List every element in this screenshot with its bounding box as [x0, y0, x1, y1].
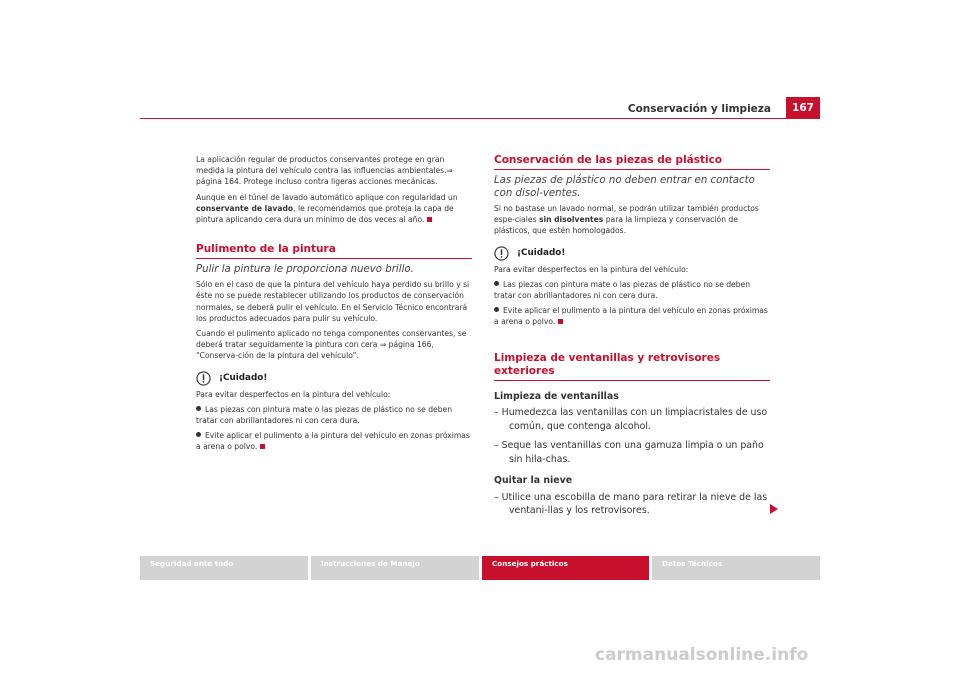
- bullet-icon: [494, 307, 499, 312]
- paragraph: La aplicación regular de productos conservantes protege en gran medida la pintura del vehículo contra las influencias ambientales.⇒ página 164. Protege incluso contra ligeras acciones mecánicas.: [196, 155, 453, 187]
- section-title-windows: Limpieza de ventanillas y retrovisores exteriores: [494, 352, 770, 381]
- windows-instructions: [494, 390, 770, 518]
- bullet-icon: [196, 406, 201, 411]
- list-item: Evite aplicar el pulimento a la pintura del vehículo en zonas próximas a arena o polvo.: [494, 306, 768, 327]
- sub-heading: Quitar la nieve: [494, 475, 573, 487]
- nav-tab-safety[interactable]: Seguridad ante todo: [140, 556, 308, 580]
- list-item: Las piezas con pintura mate o las piezas de plástico no se deben tratar con abrillantadores ni con cera dura.: [494, 279, 751, 301]
- section-title-plastic: Conservación de las piezas de plástico: [494, 154, 770, 170]
- warning-icon: [494, 246, 509, 261]
- page-header-title: Conservación y limpieza: [627, 103, 771, 115]
- nav-tab-tips[interactable]: Consejos prácticos: [482, 556, 649, 580]
- end-of-section-icon: [558, 319, 563, 324]
- sub-heading: Limpieza de ventanillas: [494, 390, 619, 402]
- list-item: Evite aplicar el pulimento a la pintura del vehículo en zonas próximas a arena o polvo.: [196, 431, 470, 452]
- right-column: [494, 154, 770, 524]
- paragraph: Si no bastase un lavado normal, se podrán utilizar también productos espe-ciales sin disolventes para la limpieza y conservación de plásticos, que estén homologados.: [494, 204, 759, 236]
- caution-heading: ¡Cuidado!: [494, 246, 770, 261]
- bullet-icon: [494, 281, 499, 286]
- caution-intro: Para evitar desperfectos en la pintura del vehículo:: [494, 264, 689, 274]
- watermark: carmanualsonline.info: [595, 645, 809, 665]
- warning-icon: [196, 371, 211, 386]
- step-item: – Utilice una escobilla de mano para retirar la nieve de las ventani-llas y los retrovisores.: [494, 491, 768, 517]
- header-divider: [140, 118, 820, 119]
- nav-tab-operation[interactable]: Instrucciones de Manejo: [311, 556, 479, 580]
- end-of-section-icon: [260, 444, 265, 449]
- page-number: 167: [786, 97, 820, 119]
- section-subtitle: Las piezas de plástico no deben entrar en contacto con disol-ventes.: [494, 175, 755, 199]
- step-item: – Seque las ventanillas con una gamuza limpia o un paño sin hila-chas.: [494, 440, 764, 465]
- paragraph: Cuando el pulimento aplicado no tenga componentes conservantes, se deberá tratar seguidamente la pintura con cera ⇒ página 166, “Conserva-ción de la pintura del vehículo”.: [196, 329, 467, 361]
- nav-tab-technical[interactable]: Datos Técnicos: [652, 556, 820, 580]
- paragraph: Aunque en el túnel de lavado automático aplique con regularidad un conservante de lavado, le recomendamos que proteja la capa de pintura aplicando cera dura un mínimo de dos veces al año.: [196, 192, 458, 225]
- end-of-section-icon: [427, 217, 432, 222]
- section-subtitle: Pulir la pintura le proporciona nuevo brillo.: [196, 264, 414, 276]
- caution-heading: ¡Cuidado!: [196, 371, 472, 386]
- caution-intro: Para evitar desperfectos en la pintura del vehículo:: [196, 389, 391, 399]
- paragraph: Sólo en el caso de que la pintura del vehículo haya perdido su brillo y si éste no se puede restablecer utilizando los productos de conservación normales, se deberá pulir el vehículo. En el Servicio Técnico encontrará los productos adecuados para pulir su vehículo.: [196, 280, 470, 323]
- continue-arrow-icon: [770, 504, 778, 514]
- left-column: [196, 154, 472, 457]
- step-item: – Humedezca las ventanillas con un limpiacristales de uso común, que contenga alcohol.: [494, 407, 768, 432]
- list-item: Las piezas con pintura mate o las piezas de plástico no se deben tratar con abrillantadores ni con cera dura.: [196, 404, 453, 426]
- bullet-icon: [196, 432, 201, 437]
- section-title-polish: Pulimento de la pintura: [196, 243, 472, 259]
